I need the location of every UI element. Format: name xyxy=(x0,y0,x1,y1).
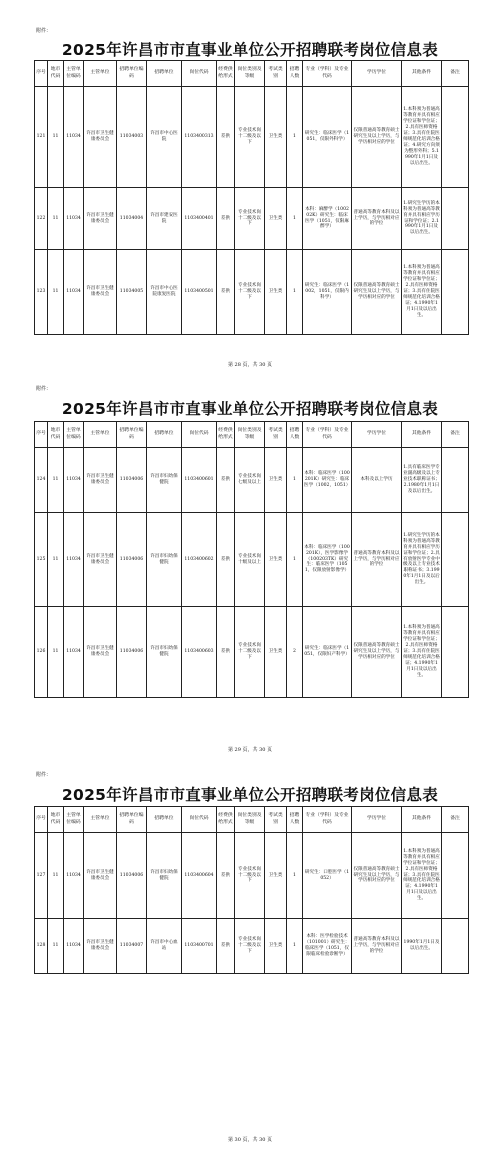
column-header: 招聘人数 xyxy=(287,807,303,833)
table-cell: 11034007 xyxy=(117,919,147,974)
table-cell: 仅限普通高等教育硕士研究生及以上学历，与学历相对应的学位 xyxy=(352,250,402,335)
table-cell: 125 xyxy=(35,513,48,607)
table-cell: 1 xyxy=(287,87,303,188)
positions-table xyxy=(34,421,469,698)
table-cell: 1 xyxy=(287,250,303,335)
table-cell: 121 xyxy=(35,87,48,188)
table-cell: 122 xyxy=(35,188,48,250)
table-cell: 11034003 xyxy=(117,87,147,188)
page-title: 2025年许昌市市直事业单位公开招聘联考岗位信息表 xyxy=(61,400,439,418)
table-cell: 11 xyxy=(48,833,64,919)
column-header: 招聘单位 xyxy=(147,422,182,448)
page-footer: 第 29 页，共 30 页 xyxy=(227,747,273,753)
table-cell: 许昌市卫生健康委员会 xyxy=(84,250,117,335)
column-header: 学历学位 xyxy=(352,807,402,833)
table-cell: 1103400604 xyxy=(182,833,217,919)
table-cell: 11 xyxy=(48,448,64,513)
column-header: 经费供给形式 xyxy=(217,422,235,448)
table-cell: 11034005 xyxy=(117,250,147,335)
column-header: 地市代码 xyxy=(48,422,64,448)
column-header: 专业（学科）及专业代码 xyxy=(303,61,352,87)
table-cell: 许昌市卫生健康委员会 xyxy=(84,188,117,250)
table-row xyxy=(35,448,469,513)
table-cell: 许昌市卫生健康委员会 xyxy=(84,607,117,698)
table-cell: 仅限普通高等教育硕士研究生及以上学历，与学历相对应的学位 xyxy=(352,87,402,188)
column-header: 招聘单位 xyxy=(147,61,182,87)
table-cell: 许昌市妇幼保健院 xyxy=(147,448,182,513)
table-row xyxy=(35,919,469,974)
table-cell: 11034 xyxy=(64,919,84,974)
table-cell: 本科及以上学历 xyxy=(352,448,402,513)
table-cell: 1 xyxy=(287,833,303,919)
table-cell: 专业技术岗十二级及以下 xyxy=(235,250,265,335)
page-title: 2025年许昌市市直事业单位公开招聘联考岗位信息表 xyxy=(61,786,439,804)
table-cell: 差供 xyxy=(217,833,235,919)
table-cell: 11 xyxy=(48,188,64,250)
table-cell: 研究生：临床医学（1051，仅限妇产科学） xyxy=(303,607,352,698)
table-cell: 1.研究生学历的本科须为普通高等教育并具有相应学历证和学位证；2.1990年1月1日及以后出生。 xyxy=(402,188,442,250)
table-cell: 许昌市卫生健康委员会 xyxy=(84,919,117,974)
column-header: 主管单位编码 xyxy=(64,807,84,833)
positions-table xyxy=(34,60,469,335)
table-cell: 1 xyxy=(287,448,303,513)
table-cell: 许昌市卫生健康委员会 xyxy=(84,448,117,513)
table-cell: 1.本科须为普通高等教育并具有相应学位证和学位证；2.具有医师资格证；3.具有住院医师规范化培训合格证；4.1990年1月1日及以后出生。 xyxy=(402,607,442,698)
table-cell: 专业技术岗七级及以上 xyxy=(235,448,265,513)
table-header-row xyxy=(35,422,469,448)
table-cell: 差供 xyxy=(217,188,235,250)
column-header: 岗位代码 xyxy=(182,422,217,448)
table-cell: 1.本科须为普通高等教育并具有相应学位证和学位证；2.具有医师资格证；3.具有住院医师规范化培训合格证；4.1990年1月1日及以后出生。 xyxy=(402,833,442,919)
table-cell: 1 xyxy=(287,513,303,607)
table-cell: 普通高等教育本科及以上学历，与学历相对应的学位 xyxy=(352,513,402,607)
table-cell: 差供 xyxy=(217,87,235,188)
table-cell: 123 xyxy=(35,250,48,335)
table-cell xyxy=(442,919,469,974)
positions-table xyxy=(34,806,469,974)
table-cell: 卫生类 xyxy=(265,513,287,607)
table-cell: 专业技术岗十二级及以下 xyxy=(235,833,265,919)
column-header: 备注 xyxy=(442,807,469,833)
table-cell: 许昌市卫生健康委员会 xyxy=(84,833,117,919)
column-header: 其他条件 xyxy=(402,61,442,87)
column-header: 招聘单位编码 xyxy=(117,422,147,448)
table-cell: 卫生类 xyxy=(265,919,287,974)
table-cell: 1103400401 xyxy=(182,188,217,250)
table-row xyxy=(35,188,469,250)
table-cell: 普通高等教育本科及以上学历，与学历相对应的学位 xyxy=(352,188,402,250)
table-cell: 1990年1月1日及以后出生。 xyxy=(402,919,442,974)
table-header-row xyxy=(35,807,469,833)
table-row xyxy=(35,833,469,919)
table-cell: 11034 xyxy=(64,833,84,919)
table-cell: 许昌市妇幼保健院 xyxy=(147,833,182,919)
table-cell: 1103400701 xyxy=(182,919,217,974)
table-cell xyxy=(442,448,469,513)
table-cell: 11 xyxy=(48,513,64,607)
table-cell: 2 xyxy=(287,607,303,698)
table-cell: 许昌市中心医院 xyxy=(147,87,182,188)
table-cell: 专业技术岗十二级及以下 xyxy=(235,607,265,698)
column-header: 经费供给形式 xyxy=(217,61,235,87)
column-header: 学历学位 xyxy=(352,422,402,448)
table-cell: 本科：麻醉学（100202K）研究生：临床医学（1051，仅限麻醉学） xyxy=(303,188,352,250)
table-cell: 研究生：临床医学（1002，1051，仅限内科学） xyxy=(303,250,352,335)
table-cell: 11034 xyxy=(64,607,84,698)
attachment-label: 附件： xyxy=(36,772,52,778)
table-cell: 仅限普通高等教育硕士研究生及以上学历，与学历相对应的学位 xyxy=(352,833,402,919)
table-cell: 1103400601 xyxy=(182,448,217,513)
table-cell: 1103400603 xyxy=(182,607,217,698)
table-cell: 研究生：临床医学（1051，仅限外科学） xyxy=(303,87,352,188)
column-header: 岗位代码 xyxy=(182,807,217,833)
table-cell: 1103400602 xyxy=(182,513,217,607)
table-row xyxy=(35,250,469,335)
table-cell: 本科：医学检验技术（101001）研究生：临床医学（1051，仅限临床检验诊断学） xyxy=(303,919,352,974)
column-header: 招聘单位 xyxy=(147,807,182,833)
table-cell: 专业技术岗十级及以上 xyxy=(235,513,265,607)
table-cell: 差供 xyxy=(217,513,235,607)
table-cell xyxy=(442,87,469,188)
table-cell: 11 xyxy=(48,250,64,335)
table-cell: 11034 xyxy=(64,513,84,607)
table-cell: 128 xyxy=(35,919,48,974)
table-cell: 专业技术岗十二级及以下 xyxy=(235,919,265,974)
table-cell: 1.本科须为普通高等教育并具有相应学位证和学位证；2.具有医师资格证；3.具有住院医师规范化培训合格证；4.1990年1月1日及以后出生。 xyxy=(402,250,442,335)
column-header: 岗位代码 xyxy=(182,61,217,87)
table-cell xyxy=(442,607,469,698)
table-cell: 差供 xyxy=(217,607,235,698)
column-header: 考试类别 xyxy=(265,807,287,833)
page-footer: 第 30 页，共 30 页 xyxy=(227,1137,273,1143)
column-header: 招聘人数 xyxy=(287,422,303,448)
column-header: 岗位类别及等级 xyxy=(235,61,265,87)
column-header: 主管单位 xyxy=(84,61,117,87)
table-cell: 11034006 xyxy=(117,448,147,513)
column-header: 主管单位编码 xyxy=(64,422,84,448)
table-row xyxy=(35,607,469,698)
table-cell: 普通高等教育本科及以上学历，与学历相对应的学位 xyxy=(352,919,402,974)
table-cell: 126 xyxy=(35,607,48,698)
column-header: 学历学位 xyxy=(352,61,402,87)
attachment-label: 附件： xyxy=(36,386,52,392)
table-cell: 11034 xyxy=(64,448,84,513)
table-header-row xyxy=(35,61,469,87)
column-header: 序号 xyxy=(35,61,48,87)
column-header: 主管单位 xyxy=(84,422,117,448)
table-cell: 本科：临床医学（100201K）研究生：临床医学（1002，1051） xyxy=(303,448,352,513)
column-header: 地市代码 xyxy=(48,61,64,87)
table-cell: 11 xyxy=(48,87,64,188)
table-cell: 卫生类 xyxy=(265,833,287,919)
column-header: 考试类别 xyxy=(265,61,287,87)
column-header: 序号 xyxy=(35,807,48,833)
column-header: 招聘单位编码 xyxy=(117,61,147,87)
table-cell: 124 xyxy=(35,448,48,513)
table-cell: 卫生类 xyxy=(265,87,287,188)
column-header: 专业（学科）及专业代码 xyxy=(303,807,352,833)
table-cell: 1 xyxy=(287,188,303,250)
column-header: 主管单位 xyxy=(84,807,117,833)
table-cell: 许昌市妇幼保健院 xyxy=(147,607,182,698)
table-cell: 差供 xyxy=(217,919,235,974)
table-cell: 1 xyxy=(287,919,303,974)
column-header: 专业（学科）及专业代码 xyxy=(303,422,352,448)
table-cell: 仅限普通高等教育硕士研究生及以上学历，与学历相对应的学位 xyxy=(352,607,402,698)
column-header: 其他条件 xyxy=(402,807,442,833)
table-cell: 卫生类 xyxy=(265,188,287,250)
table-cell xyxy=(442,250,469,335)
table-cell xyxy=(442,513,469,607)
table-cell: 差供 xyxy=(217,448,235,513)
table-cell: 1103400501 xyxy=(182,250,217,335)
table-cell: 许昌市卫生健康委员会 xyxy=(84,513,117,607)
table-cell: 11034006 xyxy=(117,607,147,698)
table-cell: 许昌市卫生健康委员会 xyxy=(84,87,117,188)
column-header: 地市代码 xyxy=(48,807,64,833)
table-cell: 卫生类 xyxy=(265,250,287,335)
column-header: 招聘人数 xyxy=(287,61,303,87)
table-cell: 许昌市中心医院康复医院 xyxy=(147,250,182,335)
table-cell: 本科：临床医学（100201K），医学影像学（100203TK）研究生：临床医学（1051，仅限放射影像学） xyxy=(303,513,352,607)
table-cell: 专业技术岗十二级及以下 xyxy=(235,87,265,188)
table-cell: 许昌市妇幼保健院 xyxy=(147,513,182,607)
table-cell: 许昌市中心血站 xyxy=(147,919,182,974)
table-cell: 127 xyxy=(35,833,48,919)
table-cell: 11034006 xyxy=(117,833,147,919)
table-row xyxy=(35,513,469,607)
table-cell: 1103400313 xyxy=(182,87,217,188)
table-cell: 11034 xyxy=(64,87,84,188)
column-header: 备注 xyxy=(442,422,469,448)
column-header: 序号 xyxy=(35,422,48,448)
column-header: 主管单位编码 xyxy=(64,61,84,87)
table-cell: 11034006 xyxy=(117,513,147,607)
column-header: 经费供给形式 xyxy=(217,807,235,833)
column-header: 招聘单位编码 xyxy=(117,807,147,833)
table-cell: 11034004 xyxy=(117,188,147,250)
table-cell: 差供 xyxy=(217,250,235,335)
table-cell xyxy=(442,833,469,919)
column-header: 岗位类别及等级 xyxy=(235,807,265,833)
table-cell: 专业技术岗十二级及以下 xyxy=(235,188,265,250)
column-header: 考试类别 xyxy=(265,422,287,448)
table-cell: 11034 xyxy=(64,250,84,335)
page-footer: 第 28 页，共 30 页 xyxy=(227,362,273,368)
table-cell xyxy=(442,188,469,250)
table-cell: 1.本科须为普通高等教育并具有相应学位证和学位证；2.具有医师资格证；3.具有住院医师规范化培训合格证；4.研究方向须为整形外科；5.1990年1月1日及以后出生。 xyxy=(402,87,442,188)
table-cell: 许昌市建安医院 xyxy=(147,188,182,250)
column-header: 其他条件 xyxy=(402,422,442,448)
attachment-label: 附件： xyxy=(36,28,52,34)
page-title: 2025年许昌市市直事业单位公开招聘联考岗位信息表 xyxy=(61,41,439,59)
table-cell: 11 xyxy=(48,607,64,698)
table-cell: 11 xyxy=(48,919,64,974)
table-cell: 卫生类 xyxy=(265,607,287,698)
column-header: 岗位类别及等级 xyxy=(235,422,265,448)
table-cell: 卫生类 xyxy=(265,448,287,513)
table-cell: 1.研究生学历的本科须为普通高等教育并具有相应学历证和学位证；2.具有放射医学专业中级及以上专业技术职称证书；3.1990年1月1日及以后出生。 xyxy=(402,513,442,607)
table-cell: 1.具有临床医学专业副高级及以上专业技术职称证书；2.1980年1月1日及以后出生。 xyxy=(402,448,442,513)
table-cell: 研究生：口腔医学（1052） xyxy=(303,833,352,919)
column-header: 备注 xyxy=(442,61,469,87)
table-row xyxy=(35,87,469,188)
table-cell: 11034 xyxy=(64,188,84,250)
